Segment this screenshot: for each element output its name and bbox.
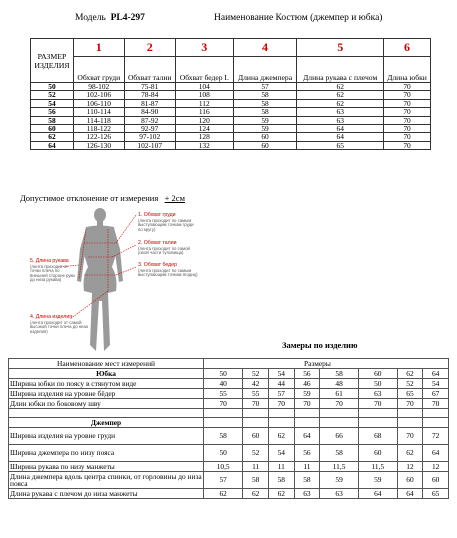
meas-value: 65 xyxy=(423,489,449,499)
value-cell: 70 xyxy=(384,83,431,91)
product-name: Наименование Костюм (джемпер и юбка) xyxy=(214,13,383,23)
jumper-section-row xyxy=(9,418,449,428)
meas-row-name: Длина джемпера вдоль центра спинки, от горловины до низа пояса xyxy=(10,471,202,488)
value-cell: 92-97 xyxy=(124,125,175,133)
size-header: 60 xyxy=(358,369,397,379)
meas-value: 60 xyxy=(397,472,423,489)
size-cell: 54 xyxy=(31,99,74,107)
meas-row xyxy=(9,445,449,462)
meas-value: 70 xyxy=(397,399,423,409)
meas-value: 62 xyxy=(243,489,269,499)
value-cell: 59 xyxy=(233,116,297,124)
size-cell: 62 xyxy=(31,133,74,141)
meas-row xyxy=(9,462,449,472)
value-cell: 120 xyxy=(175,116,233,124)
meas-value: 65 xyxy=(397,389,423,399)
meas-value: 59 xyxy=(294,389,320,399)
meas-value: 50 xyxy=(358,379,397,389)
meas-value: 11 xyxy=(268,462,294,472)
meas-col-name-text: Наименование мест измерений xyxy=(57,358,155,368)
spacer-row xyxy=(9,409,449,418)
meas-value: 70 xyxy=(204,399,243,409)
meas-value: 62 xyxy=(268,428,294,445)
col-header: Обхват груди xyxy=(74,57,125,83)
meas-row xyxy=(9,472,449,489)
value-cell: 65 xyxy=(297,141,384,149)
meas-value: 58 xyxy=(243,472,269,489)
meas-value: 52 xyxy=(243,445,269,462)
measurements-table xyxy=(8,358,449,499)
value-cell: 64 xyxy=(297,125,384,133)
meas-value: 58 xyxy=(294,472,320,489)
meas-col-sizes: Размеры xyxy=(204,359,449,369)
value-cell: 84-90 xyxy=(124,108,175,116)
meas-value: 59 xyxy=(320,472,359,489)
annotation-sleeve-title: 5. Длина рукава xyxy=(30,258,69,264)
size-cell: 50 xyxy=(31,83,74,91)
value-cell: 112 xyxy=(175,99,233,107)
col-number: 2 xyxy=(124,39,175,57)
measurements-title: Замеры по изделию xyxy=(282,340,358,350)
meas-header-row xyxy=(9,359,449,369)
value-cell: 102-106 xyxy=(74,91,125,99)
meas-value: 40 xyxy=(204,379,243,389)
meas-value: 12 xyxy=(423,462,449,472)
value-cell: 70 xyxy=(384,141,431,149)
meas-value: 67 xyxy=(423,389,449,399)
annotation-waist xyxy=(138,241,198,256)
size-header: 50 xyxy=(204,369,243,379)
annotation-chest-desc: (лента проходит по самым выступающим точкам груди по кругу) xyxy=(138,217,194,232)
value-cell: 57 xyxy=(233,83,297,91)
value-cell: 60 xyxy=(233,133,297,141)
model-code: PL4-297 xyxy=(110,13,145,23)
meas-value: 60 xyxy=(423,472,449,489)
value-cell: 59 xyxy=(233,125,297,133)
value-cell: 63 xyxy=(297,116,384,124)
meas-row-name: Ширина юбки по поясу в стянутом виде xyxy=(9,379,204,389)
meas-value: 42 xyxy=(243,379,269,389)
annotation-waist-title: 2. Обхват талии xyxy=(138,240,177,246)
tolerance-value: + 2см xyxy=(164,193,185,203)
col-number: 1 xyxy=(74,39,125,57)
meas-value: 54 xyxy=(268,445,294,462)
meas-value: 56 xyxy=(294,445,320,462)
meas-value: 70 xyxy=(358,399,397,409)
meas-row-name: Длина рукава с плечом до низа манжеты xyxy=(9,489,204,499)
jumper-section-label: Джемпер xyxy=(9,418,204,428)
size-cell: 58 xyxy=(31,116,74,124)
meas-row xyxy=(9,399,449,409)
value-cell: 70 xyxy=(384,99,431,107)
value-cell: 114-118 xyxy=(74,116,125,124)
meas-value: 60 xyxy=(358,445,397,462)
meas-value: 63 xyxy=(294,489,320,499)
size-table-header-row xyxy=(31,57,431,83)
meas-value: 68 xyxy=(358,428,397,445)
value-cell: 97-102 xyxy=(124,133,175,141)
value-cell: 108 xyxy=(175,91,233,99)
meas-value: 55 xyxy=(243,389,269,399)
col-header: Обхват талии xyxy=(124,57,175,83)
meas-value: 60 xyxy=(243,428,269,445)
meas-row-name: Ширина рукава по низу манжеты xyxy=(9,462,204,472)
value-cell: 126-130 xyxy=(74,141,125,149)
meas-value: 54 xyxy=(423,379,449,389)
value-cell: 60 xyxy=(233,141,297,149)
meas-value: 58 xyxy=(320,445,359,462)
value-cell: 62 xyxy=(297,83,384,91)
value-cell: 70 xyxy=(384,125,431,133)
col-number: 4 xyxy=(233,39,297,57)
value-cell: 118-122 xyxy=(74,125,125,133)
meas-value: 50 xyxy=(204,445,243,462)
meas-value: 64 xyxy=(358,489,397,499)
size-header: 64 xyxy=(423,369,449,379)
col-header: Обхват бедер I. xyxy=(175,57,233,83)
meas-value: 12 xyxy=(397,462,423,472)
meas-row xyxy=(9,389,449,399)
value-cell: 62 xyxy=(297,99,384,107)
size-cell: 64 xyxy=(31,141,74,149)
value-cell: 124 xyxy=(175,125,233,133)
meas-value: 61 xyxy=(320,389,359,399)
meas-col-name xyxy=(9,359,204,369)
size-header: 52 xyxy=(243,369,269,379)
value-cell: 78-84 xyxy=(124,91,175,99)
meas-value: 55 xyxy=(204,389,243,399)
size-cell: 52 xyxy=(31,91,74,99)
meas-value: 44 xyxy=(268,379,294,389)
meas-row-name: Ширина изделия на уровне бёдер xyxy=(9,389,204,399)
meas-value: 72 xyxy=(423,428,449,445)
meas-value: 59 xyxy=(358,472,397,489)
value-cell: 110-114 xyxy=(74,108,125,116)
col-number: 5 xyxy=(297,39,384,57)
value-cell: 132 xyxy=(175,141,233,149)
value-cell: 81-87 xyxy=(124,99,175,107)
meas-value: 70 xyxy=(243,399,269,409)
value-cell: 70 xyxy=(384,116,431,124)
annotation-hips-title: 3. Обхват бедер xyxy=(138,262,177,268)
meas-value: 62 xyxy=(204,489,243,499)
col-header: Длина рукава с плечом xyxy=(297,57,384,83)
meas-value: 70 xyxy=(294,399,320,409)
annotation-hips xyxy=(138,263,198,278)
annotation-chest xyxy=(138,213,198,232)
meas-row-name: Ширина джемпера по низу пояса xyxy=(9,445,204,462)
meas-value: 57 xyxy=(204,472,243,489)
annotation-length xyxy=(30,315,88,334)
meas-value: 11,5 xyxy=(320,462,359,472)
meas-value: 11,5 xyxy=(358,462,397,472)
col-number: 3 xyxy=(175,39,233,57)
value-cell: 70 xyxy=(384,133,431,141)
value-cell: 64 xyxy=(297,133,384,141)
value-cell: 102-107 xyxy=(124,141,175,149)
value-cell: 58 xyxy=(233,91,297,99)
size-table-corner: РАЗМЕР ИЗДЕЛИЯ xyxy=(31,39,74,83)
value-cell: 70 xyxy=(384,91,431,99)
model-label xyxy=(75,13,145,23)
size-cell: 56 xyxy=(31,108,74,116)
value-cell: 122-126 xyxy=(74,133,125,141)
model-label-text: Модель xyxy=(75,13,106,23)
value-cell: 62 xyxy=(297,91,384,99)
size-row xyxy=(31,108,431,116)
meas-value: 63 xyxy=(320,489,359,499)
size-header: 62 xyxy=(397,369,423,379)
meas-row xyxy=(9,489,449,499)
meas-value: 66 xyxy=(320,428,359,445)
meas-value: 70 xyxy=(423,399,449,409)
value-cell: 58 xyxy=(233,99,297,107)
annotation-sleeve xyxy=(30,259,78,283)
meas-row xyxy=(9,428,449,445)
size-table-number-row xyxy=(31,39,431,57)
meas-row-name: Ширина изделия на уровне груди xyxy=(9,428,204,445)
annotation-sleeve-desc: (лента проходит от точки плеча по внешней стороне руки до низа рукава) xyxy=(30,263,75,283)
meas-value: 70 xyxy=(320,399,359,409)
value-cell: 63 xyxy=(297,108,384,116)
value-cell: 75-81 xyxy=(124,83,175,91)
measurement-figure xyxy=(30,205,200,355)
value-cell: 104 xyxy=(175,83,233,91)
value-cell: 98-102 xyxy=(74,83,125,91)
meas-value: 46 xyxy=(294,379,320,389)
value-cell: 58 xyxy=(233,108,297,116)
meas-value: 62 xyxy=(268,489,294,499)
size-cell: 60 xyxy=(31,125,74,133)
meas-value: 70 xyxy=(397,428,423,445)
meas-row xyxy=(9,379,449,389)
annotation-length-desc: (лента проходит от самой высокой точки плеча до низа изделия) xyxy=(30,319,88,334)
col-number: 6 xyxy=(384,39,431,57)
meas-skirt-header-row xyxy=(9,369,449,379)
skirt-section-label: Юбка xyxy=(9,369,204,379)
value-cell: 70 xyxy=(384,108,431,116)
size-table xyxy=(30,38,431,150)
meas-value: 11 xyxy=(243,462,269,472)
meas-value: 57 xyxy=(268,389,294,399)
value-cell: 116 xyxy=(175,108,233,116)
meas-value: 64 xyxy=(294,428,320,445)
col-header: Длина джемпера xyxy=(233,57,297,83)
tolerance-note xyxy=(20,193,185,203)
annotation-waist-desc: (лента проходит по самой узкой части туловища) xyxy=(138,245,190,256)
meas-row-name: Длин юбки по боковому шву xyxy=(9,399,204,409)
size-header: 56 xyxy=(294,369,320,379)
col-header: Длина юбки xyxy=(384,57,431,83)
size-header: 58 xyxy=(320,369,359,379)
value-cell: 128 xyxy=(175,133,233,141)
meas-value: 64 xyxy=(397,489,423,499)
value-cell: 106-110 xyxy=(74,99,125,107)
meas-value: 52 xyxy=(397,379,423,389)
meas-value: 58 xyxy=(204,428,243,445)
meas-value: 62 xyxy=(397,445,423,462)
annotation-chest-title: 1. Обхват груди xyxy=(138,212,176,218)
meas-value: 58 xyxy=(268,472,294,489)
meas-value: 10,5 xyxy=(204,462,243,472)
meas-value: 70 xyxy=(268,399,294,409)
value-cell: 87-92 xyxy=(124,116,175,124)
annotation-hips-desc: (лента проходит по самым выступающим точкам ягодиц) xyxy=(138,267,198,278)
meas-value: 11 xyxy=(294,462,320,472)
tolerance-text: Допустимое отклонение от измерения xyxy=(20,193,159,203)
size-row xyxy=(31,141,431,149)
annotation-length-title: 4. Длина изделия xyxy=(30,314,73,320)
meas-value: 64 xyxy=(423,445,449,462)
size-header: 54 xyxy=(268,369,294,379)
meas-value: 48 xyxy=(320,379,359,389)
meas-value: 63 xyxy=(358,389,397,399)
